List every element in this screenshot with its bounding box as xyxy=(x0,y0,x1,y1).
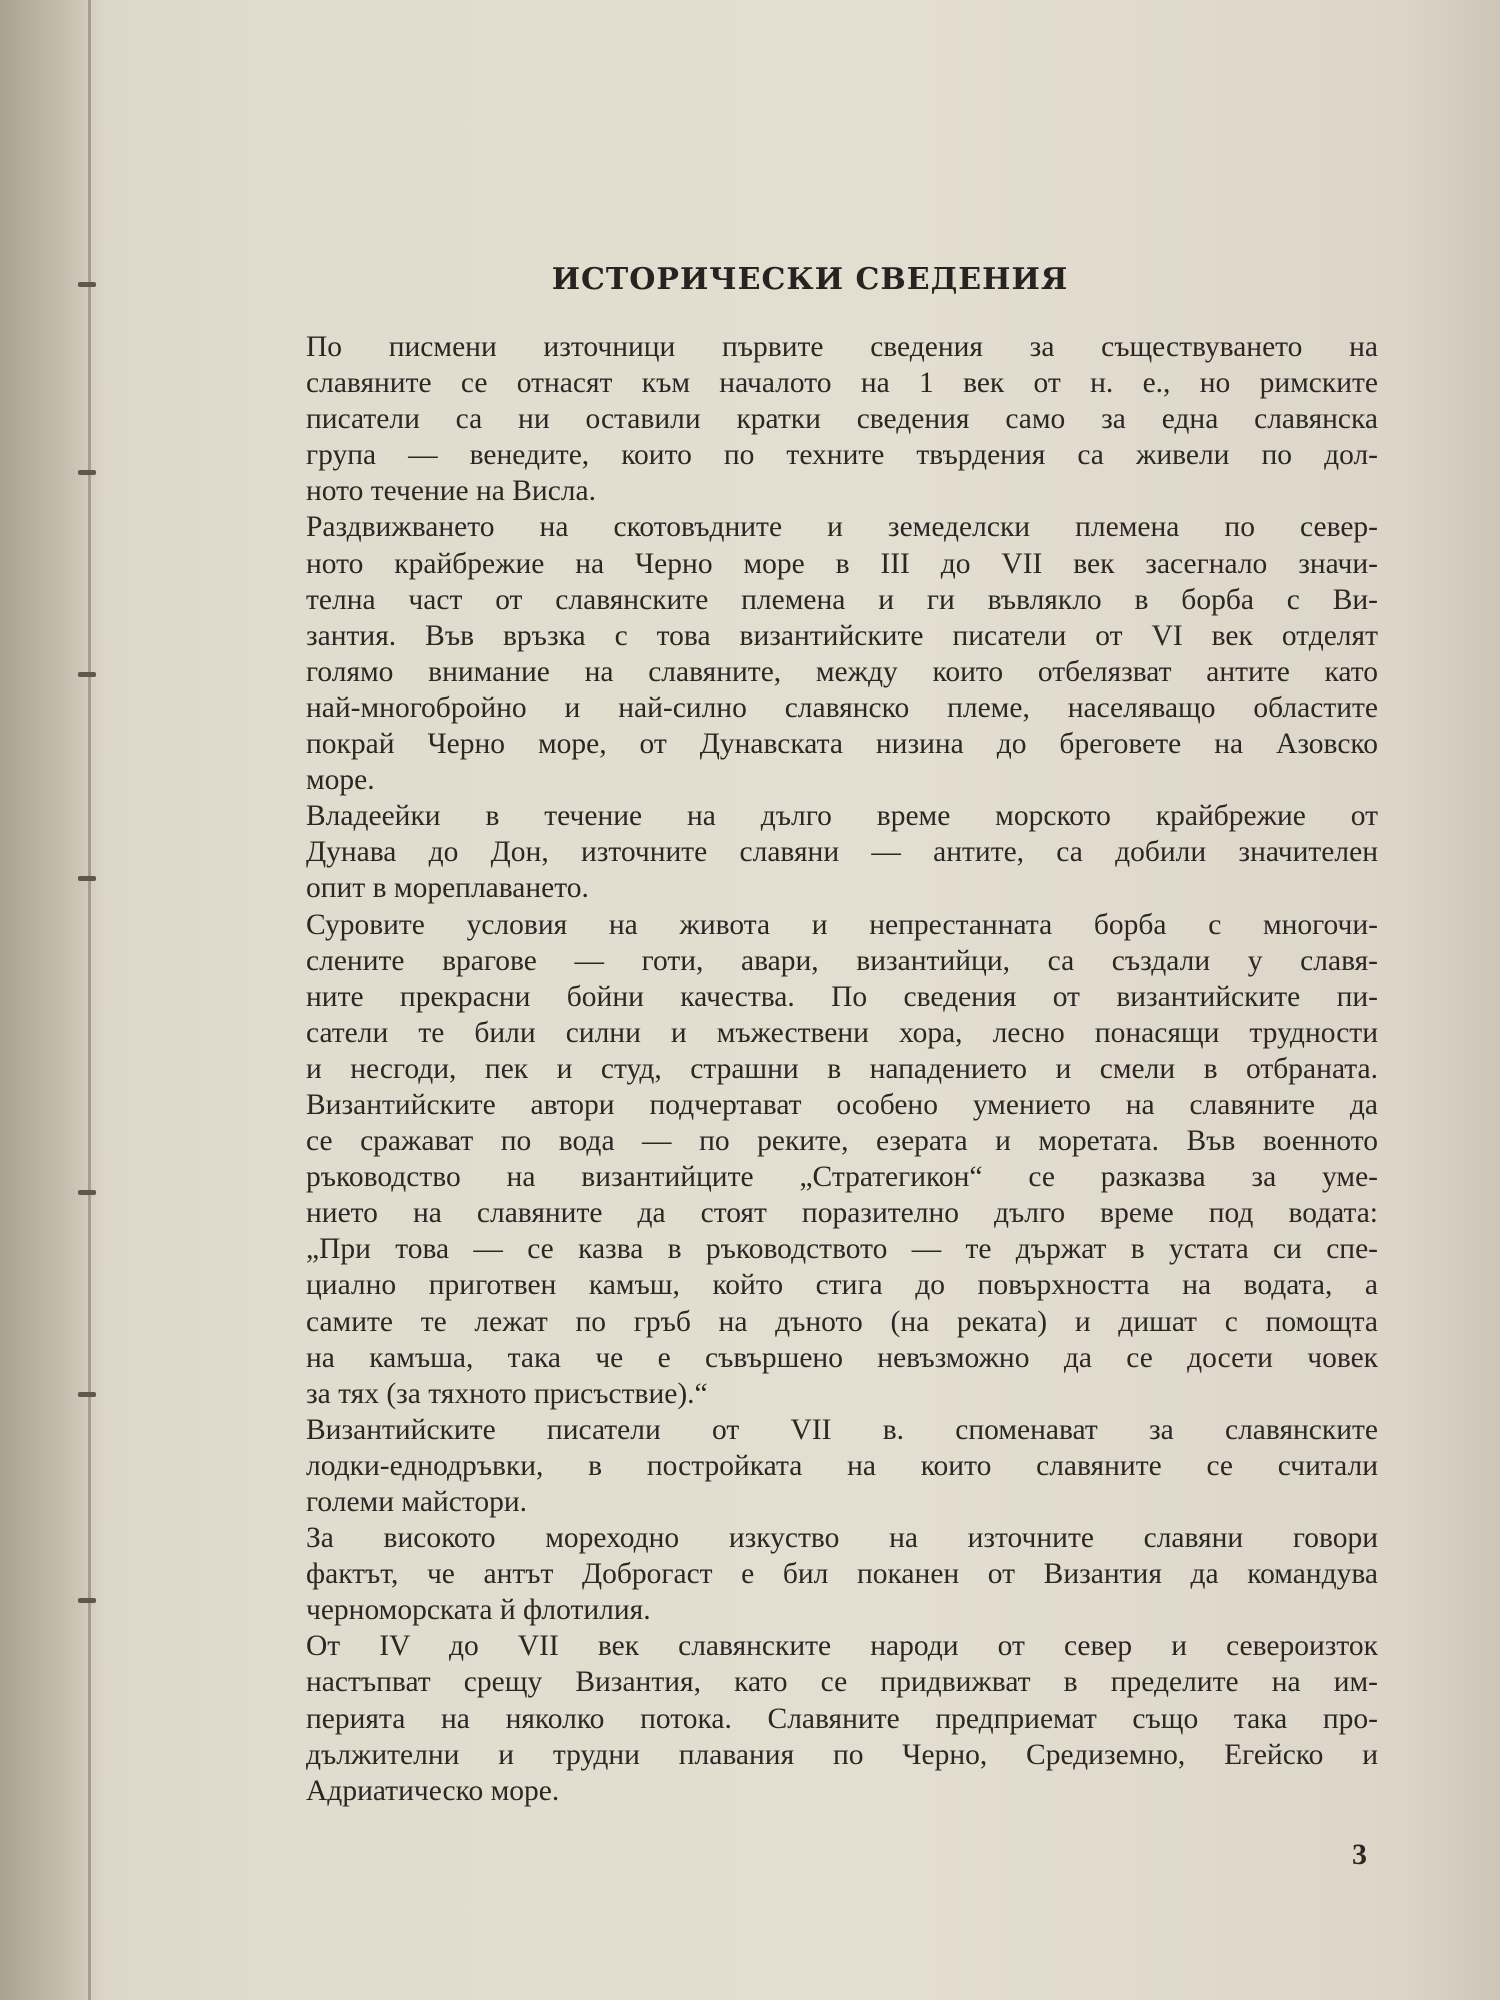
text-line: ното крайбрежие на Черно море в III до VII век засегнало значи- xyxy=(306,547,1378,580)
text-line: море. xyxy=(306,764,375,797)
text-line: се сражават по вода — по реките, езерата и моретата. Във военното xyxy=(306,1125,1378,1158)
text-line: Адриатическо море. xyxy=(306,1774,560,1807)
text-line: за тях (за тяхното присъствие).“ xyxy=(306,1377,708,1410)
text-line: група — венедите, които по техните твърдения са живели по дол- xyxy=(306,439,1378,472)
text-line: и несгоди, пек и студ, страшни в нападението и смели в отбраната. xyxy=(306,1052,1378,1085)
binding-stitch xyxy=(78,1392,96,1397)
paragraph xyxy=(252,1628,1378,1808)
text-line: Дунава до Дон, източните славяни — антите, са добили значителен xyxy=(306,836,1378,869)
text-line: самите те лежат по гръб на дъното (на реката) и дишат с помощта xyxy=(306,1305,1378,1338)
text-line: дължителни и трудни плавания по Черно, Средиземно, Егейско и xyxy=(306,1738,1378,1771)
text-line: ръководство на византийците „Стратегикон“ се разказва за уме- xyxy=(306,1161,1378,1194)
text-line: циално приготвен камъш, който стига до повърхността на водата, а xyxy=(306,1269,1378,1302)
text-line: черноморската й флотилия. xyxy=(306,1594,651,1627)
binding-stitch xyxy=(78,1598,96,1603)
text-line: перията на няколко потока. Славяните предприемат също така про- xyxy=(306,1702,1378,1735)
text-line: ните прекрасни бойни качества. По сведения от византийските пи- xyxy=(306,980,1378,1013)
book-spine xyxy=(0,0,100,2000)
text-line: телна част от славянските племена и ги въвлякло в борба с Ви- xyxy=(306,583,1378,616)
body-text xyxy=(252,329,1378,1809)
text-line: Владеейки в течение на дълго време морското крайбрежие от xyxy=(306,800,1378,833)
text-line: най-многобройно и най-силно славянско племе, населяващо областите xyxy=(306,691,1378,724)
text-line: За високото мореходно изкуство на източните славяни говори xyxy=(306,1522,1378,1555)
text-line: голямо внимание на славяните, между които отбелязват антите като xyxy=(306,655,1378,688)
binding-stitch xyxy=(78,876,96,881)
binding-stitch xyxy=(78,672,96,677)
text-line: на камъша, така че е съвършено невъзможно да се досети човек xyxy=(306,1341,1378,1374)
page-number: 3 xyxy=(1352,1838,1367,1871)
text-line: зантия. Във връзка с това византийските писатели от VI век отделят xyxy=(306,619,1378,652)
binding-stitch xyxy=(78,1190,96,1195)
text-line: писатели са ни оставили кратки сведения само за една славянска xyxy=(306,403,1378,436)
page-title: ИСТОРИЧЕСКИ СВЕДЕНИЯ xyxy=(551,262,1069,297)
text-line: опит в мореплаването. xyxy=(306,872,589,905)
text-line: нието на славяните да стоят поразително дълго време под водата: xyxy=(306,1197,1378,1230)
text-line: фактът, че антът Доброгаст е бил поканен от Византия да командува xyxy=(306,1558,1378,1591)
text-line: покрай Черно море, от Дунавската низина до бреговете на Азовско xyxy=(306,728,1378,761)
text-line: слените врагове — готи, авари, византийци, са създали у славя- xyxy=(306,944,1378,977)
text-line: По писмени източници първите сведения за съществуването на xyxy=(306,331,1378,363)
binding-stitch xyxy=(78,470,96,475)
text-line: „При това — се казва в ръководството — те държат в устата си спе- xyxy=(306,1233,1378,1266)
text-line: славяните се отнасят към началото на 1 век от н. е., но римските xyxy=(306,367,1378,400)
page-fold xyxy=(88,0,91,2000)
text-line: Раздвижването на скотовъдните и земеделски племена по север- xyxy=(306,511,1378,544)
text-line: сатели те били силни и мъжествени хора, лесно понасящи трудности xyxy=(306,1016,1378,1049)
text-line: Византийските автори подчертават особено умението на славяните да xyxy=(306,1088,1378,1121)
binding-stitch xyxy=(78,282,96,287)
paragraph xyxy=(252,798,1378,906)
paragraph xyxy=(252,509,1378,798)
text-line: От IV до VII век славянските народи от север и североизток xyxy=(306,1630,1378,1663)
text-line: Суровите условия на живота и непрестанната борба с многочи- xyxy=(306,908,1378,941)
text-line: големи майстори. xyxy=(306,1486,527,1518)
paragraph xyxy=(252,1520,1378,1628)
paragraph xyxy=(252,1412,1378,1520)
text-line: лодки-еднодръвки, в постройката на които славяните се считали xyxy=(306,1449,1378,1482)
paragraph xyxy=(252,907,1378,1412)
paragraph xyxy=(252,329,1378,509)
text-line: Византийските писатели от VII в. споменават за славянските xyxy=(306,1413,1378,1446)
text-line: настъпват срещу Византия, като се придвижват в пределите на им- xyxy=(306,1666,1378,1699)
text-line: ното течение на Висла. xyxy=(306,475,597,508)
